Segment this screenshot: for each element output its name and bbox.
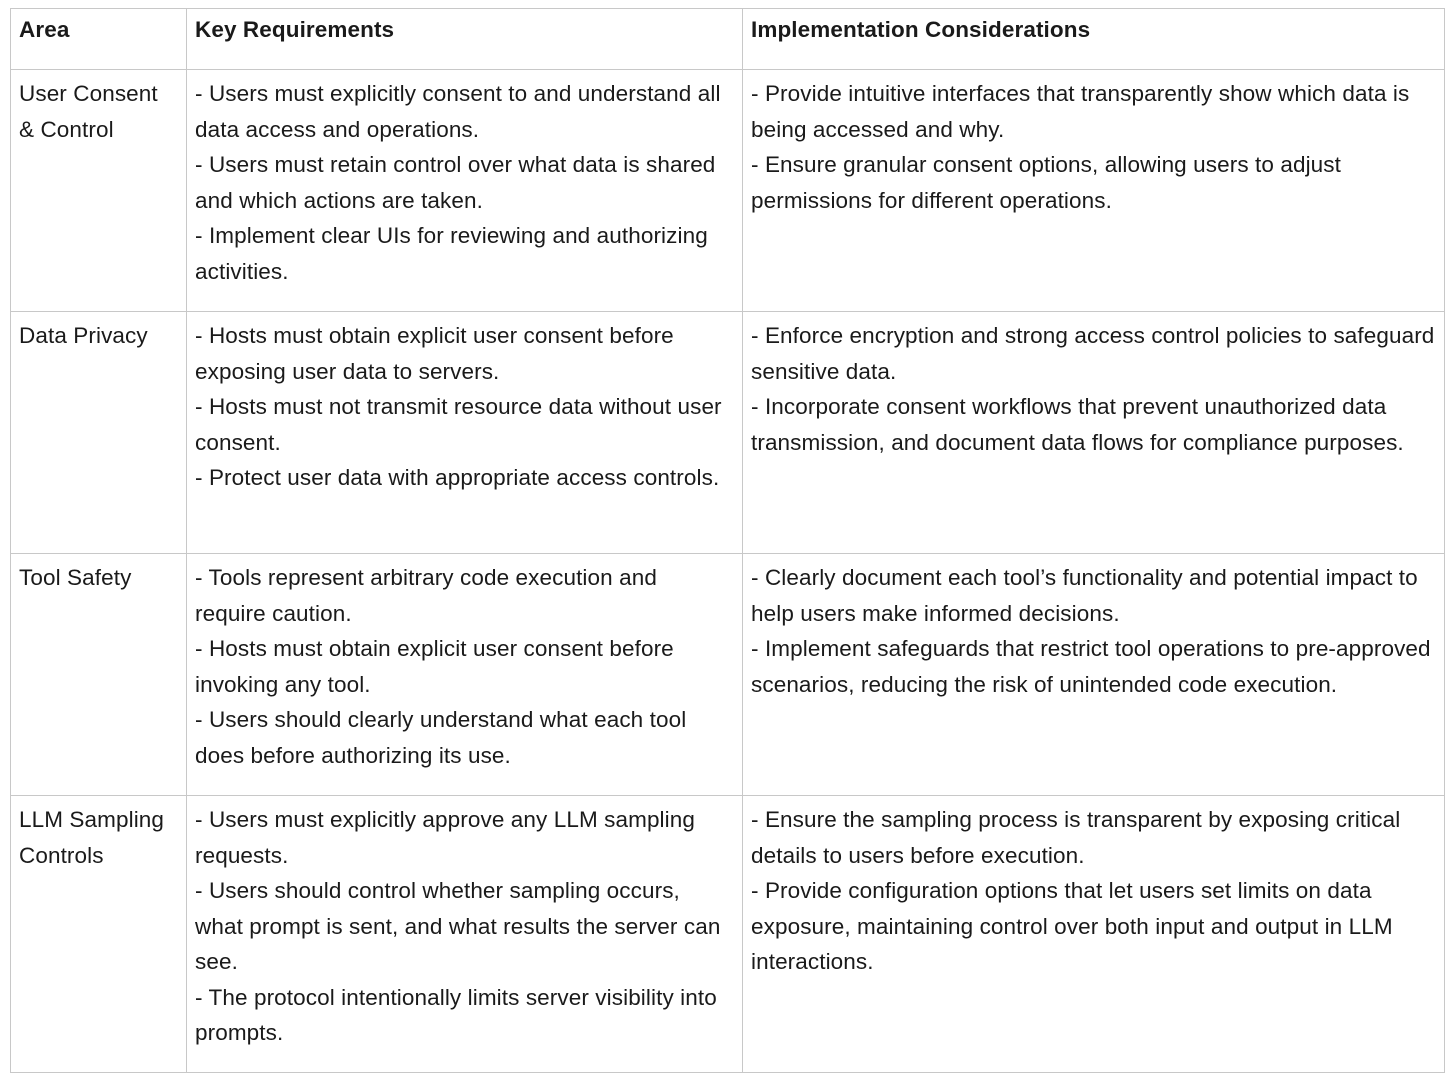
requirement-item: - Tools represent arbitrary code execution and require caution. [195, 565, 657, 626]
table-row [11, 796, 1445, 1073]
consideration-item: - Incorporate consent workflows that prevent unauthorized data transmission, and document data flows for compliance purposes. [751, 394, 1404, 455]
requirements-cell [187, 312, 743, 554]
requirements-cell [187, 796, 743, 1073]
requirement-item: - Hosts must obtain explicit user consent before exposing user data to servers. [195, 323, 674, 384]
consideration-item: - Ensure the sampling process is transparent by exposing critical details to users before execution. [751, 807, 1401, 868]
area-cell: Tool Safety [11, 554, 187, 796]
header-row [11, 9, 1445, 70]
consideration-item: - Ensure granular consent options, allowing users to adjust permissions for different operations. [751, 152, 1341, 213]
considerations-cell [743, 554, 1445, 796]
requirement-item: - Users must retain control over what data is shared and which actions are taken. [195, 152, 716, 213]
requirement-item: - Users should clearly understand what each tool does before authorizing its use. [195, 707, 687, 768]
requirement-item: - Users should control whether sampling occurs, what prompt is sent, and what results the server can see. [195, 878, 721, 974]
table-row [11, 554, 1445, 796]
requirements-cell [187, 70, 743, 312]
header-area: Area [11, 9, 187, 70]
requirements-cell [187, 554, 743, 796]
requirement-item: - The protocol intentionally limits server visibility into prompts. [195, 984, 717, 1045]
header-implementation-considerations: Implementation Considerations [743, 9, 1445, 70]
area-cell: Data Privacy [11, 312, 187, 554]
considerations-cell [743, 796, 1445, 1073]
consideration-item: - Clearly document each tool’s functionality and potential impact to help users make informed decisions. [751, 565, 1418, 626]
consideration-item: - Provide intuitive interfaces that transparently show which data is being accessed and why. [751, 81, 1410, 142]
area-cell: LLM Sampling Controls [11, 796, 187, 1073]
requirement-item: - Users must explicitly consent to and understand all data access and operations. [195, 81, 721, 142]
requirement-item: - Implement clear UIs for reviewing and authorizing activities. [195, 223, 708, 284]
table-row [11, 312, 1445, 554]
consideration-item: - Provide configuration options that let users set limits on data exposure, maintaining control over both input and output in LLM interactions. [751, 878, 1393, 974]
table-row [11, 70, 1445, 312]
considerations-cell [743, 70, 1445, 312]
header-key-requirements: Key Requirements [187, 9, 743, 70]
requirement-item: - Hosts must obtain explicit user consent before invoking any tool. [195, 636, 674, 697]
requirements-table [10, 8, 1445, 1073]
requirement-item: - Hosts must not transmit resource data without user consent. [195, 394, 722, 455]
consideration-item: - Implement safeguards that restrict tool operations to pre-approved scenarios, reducing the risk of unintended code execution. [751, 636, 1431, 697]
requirement-item: - Users must explicitly approve any LLM sampling requests. [195, 807, 695, 868]
requirement-item: - Protect user data with appropriate access controls. [195, 465, 720, 490]
considerations-cell [743, 312, 1445, 554]
area-cell: User Consent & Control [11, 70, 187, 312]
consideration-item: - Enforce encryption and strong access control policies to safeguard sensitive data. [751, 323, 1435, 384]
